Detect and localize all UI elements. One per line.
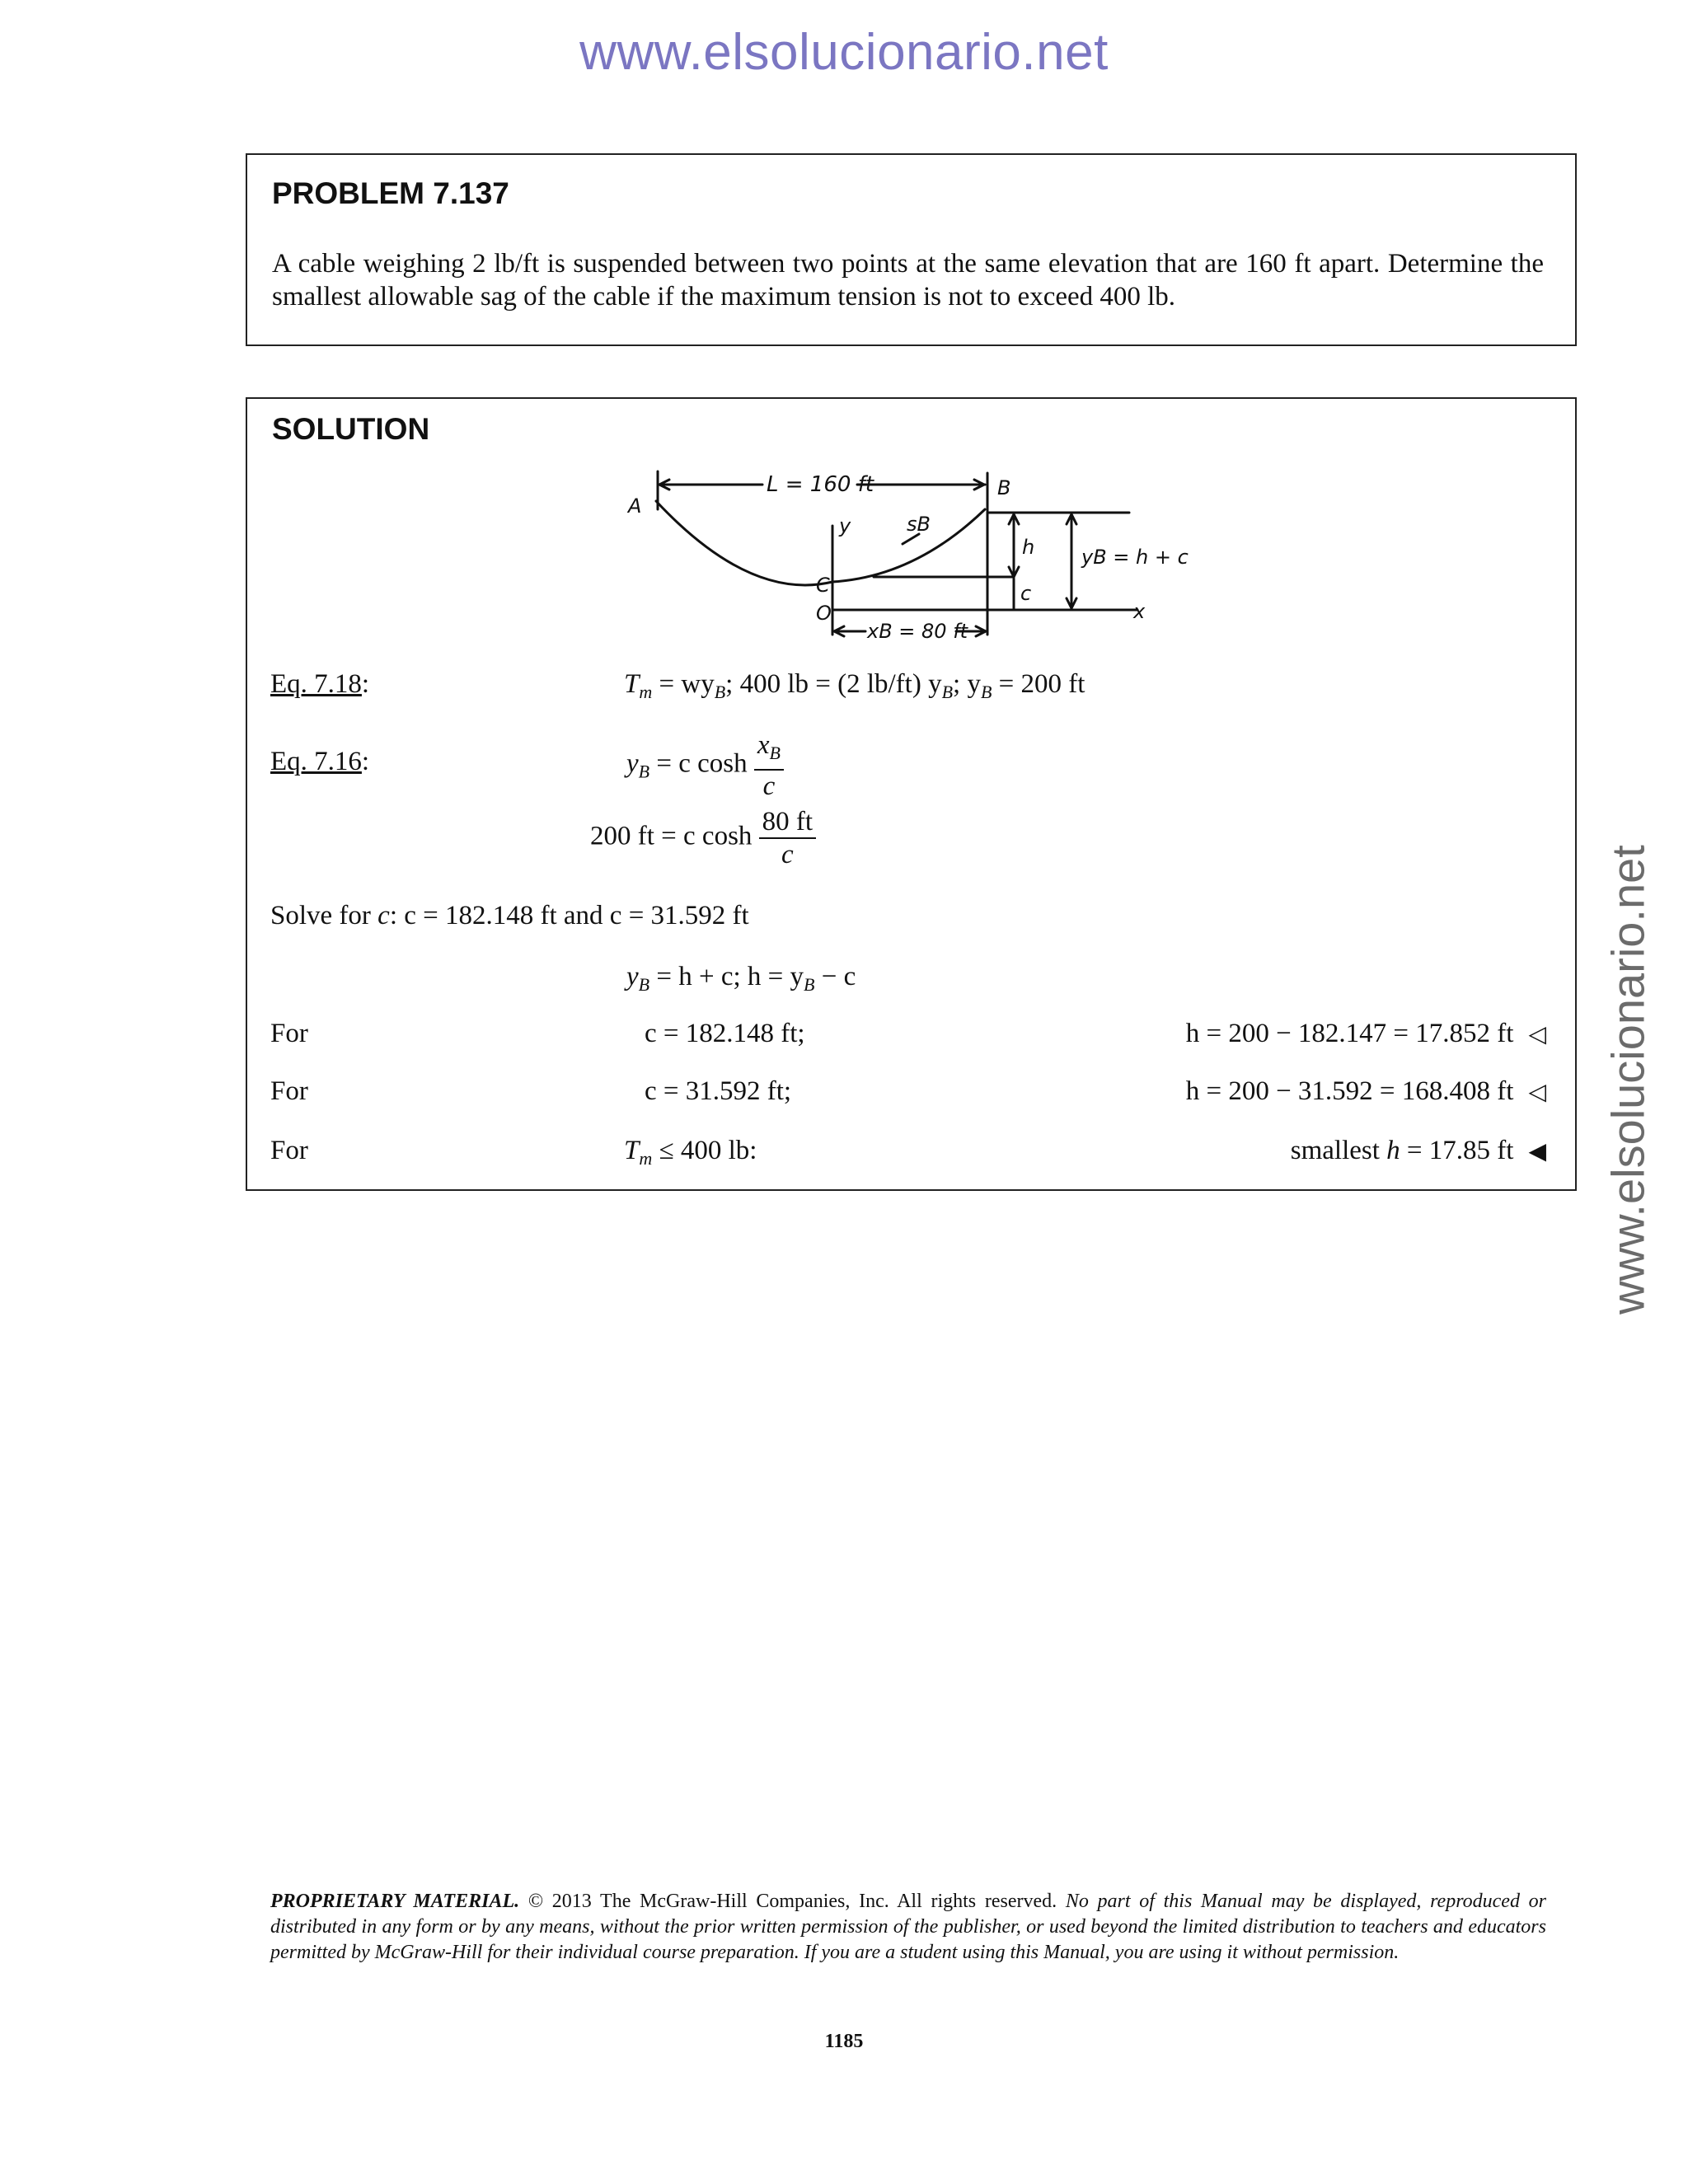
label-h: h	[1022, 536, 1035, 559]
copyright-footer: PROPRIETARY MATERIAL. © 2013 The McGraw-Hill Companies, Inc. All rights reserved. No part of this Manual may be displayed, reproduced or distributed in any form or by any means, without the prior written permission of the publisher, or used beyond the limited distribution to teachers and educators permitted by McGraw-Hill for their individual course preparation. If you are a student using this Manual, you are using it without permission.	[270, 1891, 1546, 1963]
row1-condition: c = 182.148 ft;	[645, 1019, 805, 1048]
label-y: y	[839, 514, 851, 537]
watermark-top: www.elsolucionario.net	[579, 24, 1109, 81]
row1-label: For	[270, 1019, 308, 1048]
solve-line: Solve for c: c = 182.148 ft and c = 31.592 ft	[270, 901, 749, 930]
eq718-expression: $T_m = wy_B$; 400 lb = (2 lb/ft) $y_B$; $y_B = 200$ ft	[624, 669, 1085, 702]
row2-label: For	[270, 1076, 308, 1106]
cable-curve	[656, 501, 985, 585]
watermark-side: www.elsolucionario.net	[1601, 845, 1654, 1315]
row2-condition: c = 31.592 ft;	[645, 1076, 792, 1106]
eq716-ref: Eq. 7.16:	[270, 747, 370, 776]
label-x: x	[1133, 600, 1146, 623]
eq716-line2: 200 ft = c cosh $\frac{80 ft}{c}$	[590, 806, 816, 870]
label-origin: O	[816, 602, 832, 625]
final-answer: smallest h = 17.85 ft ◀	[1290, 1136, 1546, 1165]
solution-title: SOLUTION	[272, 412, 430, 446]
page-number: 1185	[824, 2031, 864, 2052]
final-label: For	[270, 1136, 308, 1165]
label-c-point: C	[816, 574, 830, 597]
label-yb: yB = h + c	[1081, 546, 1189, 569]
cable-figure	[610, 462, 1203, 659]
label-sb: sB	[907, 513, 931, 536]
eq716-expression: $y_B = c$ cosh $\frac{x_B}{c}$	[626, 729, 784, 802]
label-a: A	[628, 494, 642, 518]
row2-result: h = 200 − 31.592 = 168.408 ft ◁	[1185, 1076, 1546, 1106]
label-b: B	[997, 476, 1011, 499]
relation-line: $y_B = h + c$; $h = y_B - c$	[626, 962, 856, 995]
eq718-ref: Eq. 7.18:	[270, 669, 370, 699]
label-c: c	[1020, 582, 1032, 605]
final-condition: $T_m \le 400$ lb:	[624, 1136, 757, 1169]
span-label: L = 160 ft	[767, 472, 874, 497]
problem-title: PROBLEM 7.137	[272, 176, 509, 210]
label-xb: xB = 80 ft	[867, 620, 968, 643]
row1-result: h = 200 − 182.147 = 17.852 ft ◁	[1185, 1019, 1546, 1048]
problem-statement: A cable weighing 2 lb/ft is suspended between two points at the same elevation that are 160 ft apart. Determine the smallest allowable sag of the cable if the maximum tension is not to exceed 400 lb.	[272, 249, 1544, 312]
